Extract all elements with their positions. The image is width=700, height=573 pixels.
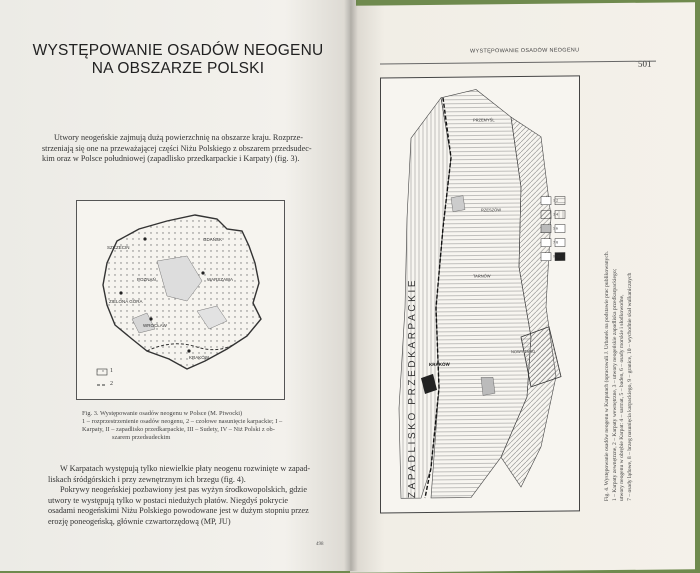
chapter-title-line2: NA OBSZARZE POLSKI [91, 60, 265, 77]
caption-line: 7 – osady lądowe, 8 – brzeg nasunięcia karpackiego, 9 – granice, 10 – wychodnie skał wulkanicznych [626, 272, 633, 501]
map-label: POZNAŃ [137, 277, 156, 282]
legend-number: 8 [556, 239, 558, 245]
map-city-label: KRAKÓW [429, 361, 450, 367]
intro-line: kim oraz w Polsce południowej (zapadlisko przedkarpackie i Karpaty) (fig. 3). [42, 154, 300, 164]
body-line: utwory te występują tylko w postaci niedużych płatów. Niegdyś pokrycie [48, 495, 289, 505]
figure-4-map [380, 75, 580, 513]
body-paragraph [48, 464, 340, 528]
legend-numbers [553, 193, 577, 263]
legend-number: 2 [556, 197, 558, 203]
legend-number: 6 [556, 225, 558, 231]
figure-3-map [76, 200, 285, 400]
city-marker [201, 271, 204, 274]
map-small-label: TARNÓW [473, 273, 491, 279]
city-marker [187, 349, 190, 352]
city-marker [149, 317, 152, 320]
vertical-map-label: ZAPADLISKO PRZEDKARPACKIE [407, 277, 418, 499]
legend-number: 10 [556, 253, 560, 259]
map-small-label: PRZEMYŚL [473, 117, 495, 123]
map-small-label: RZESZÓW [481, 207, 501, 213]
map-label: KRAKÓW [189, 355, 210, 360]
legend-number: 4 [556, 211, 558, 217]
intro-line: Utwory neogeńskie zajmują dużą powierzchnię na obszarze kraju. Rozprze- [54, 133, 303, 142]
caption-line: szarem przedsudeckim [112, 434, 171, 441]
header-rule [380, 61, 656, 65]
legend-label-2: 2 [110, 381, 113, 387]
figure-4-caption [604, 251, 634, 501]
map-label: ZIELONA GÓRA [109, 299, 143, 304]
city-marker [119, 291, 122, 294]
neogene-patch [451, 196, 465, 212]
legend-number: 5 [553, 225, 555, 231]
legend-swatch-1 [97, 369, 107, 375]
caption-line: 1 – Karpaty zewnętrzne, 2 – Karpaty wewnętrzne, 3 – utwory neogeńskie zapadliska przedkarpackiego; [611, 268, 618, 502]
body-line: osadami neogeńskimi Niżu Polskiego powodowane jest w dużym stopniu przez [48, 506, 309, 516]
map-label: GDAŃSK [203, 237, 223, 242]
map-small-label: NOWY TARG [511, 348, 536, 355]
running-header: WYSTĘPOWANIE OSADÓW NEOGENU [470, 47, 580, 55]
caption-line: utwory neogenu w obrębie Karpat: 4 – sarmat, 5 – baden, 6 – osady morskie i słodkowodne, [619, 294, 626, 501]
book-spine-shadow [344, 0, 358, 571]
legend-number: 7 [553, 239, 555, 245]
chapter-title-line1: WYSTĘPOWANIE OSADÓW NEOGENU [32, 42, 324, 59]
intro-paragraph [42, 133, 342, 165]
map-label: SZCZECIN [107, 245, 130, 250]
caption-line: 1 – rozprzestrzenienie osadów neogenu, 2 – czołowe nasunięcie karpackie; I – [82, 418, 283, 425]
right-page [350, 2, 695, 573]
map-label: WARSZAWA [207, 277, 233, 282]
caption-line: Fig. 4. Występowanie osadów neogenu w Karpatach (opracowali J. Urbanek na podstawie prac publikowanych. [604, 250, 610, 502]
legend-number: 9 [553, 253, 555, 259]
intro-line: strzeniają się one na przeważającej części Niżu Polskiego z obszarem przedsudec- [42, 143, 312, 153]
caption-title: Fig. 3. Występowanie osadów neogenu w Polsce (M. Piwocki) [82, 410, 243, 417]
legend-number: 1 [553, 197, 555, 203]
figure-3-caption [82, 410, 302, 442]
map-label: WROCŁAW [143, 323, 167, 328]
legend-label-1: 1 [110, 368, 113, 374]
city-marker [143, 237, 146, 240]
body-line: Pokrywy neogeńskiej pozbawiony jest pas wyżyn środkowopolskich, gdzie [60, 485, 307, 495]
neogene-patch [481, 377, 495, 395]
right-page-number: 501 [638, 58, 652, 69]
body-line: liskach śródgórskich i przy zewnętrznym ich brzegu (fig. 4). [48, 474, 246, 484]
caption-line: Karpaty, II – zapadlisko przedkarpackie, III – Sudety, IV – Niż Polski z ob- [82, 426, 275, 433]
left-page-number: 498 [316, 542, 324, 547]
legend-number: 3 [553, 211, 555, 217]
body-line: W Karpatach występują tylko niewielkie płaty neogenu rozwinięte w zapad- [60, 464, 311, 473]
body-line: erozję poneogeńską, głównie czwartorzędową (MP, JU) [48, 516, 231, 526]
